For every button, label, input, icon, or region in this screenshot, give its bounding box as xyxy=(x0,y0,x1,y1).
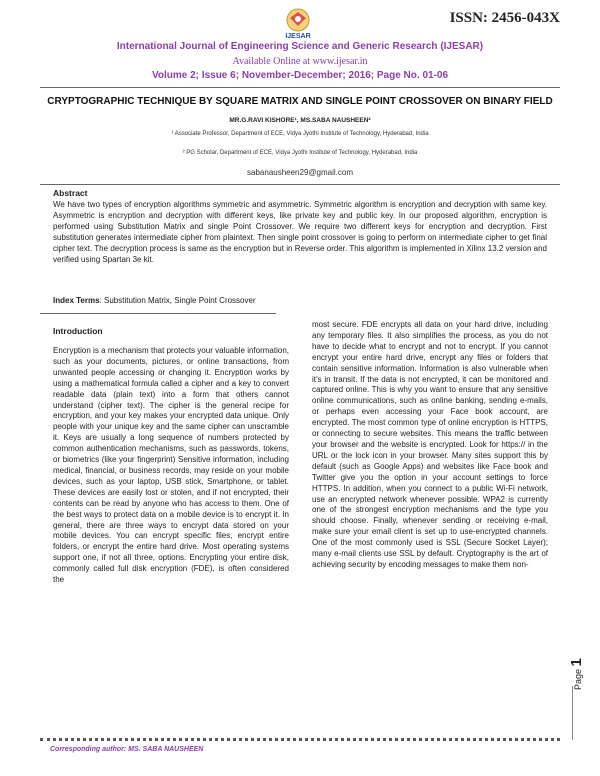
abstract-top-divider xyxy=(40,184,560,185)
affiliation-1: ¹ Associate Professor, Department of ECE, Vidya Jyothi Institute of Technology, Hyderabad, India xyxy=(171,131,429,137)
index-terms-value: : Substitution Matrix, Single Point Crossover xyxy=(99,296,256,305)
paper-title: CRYPTOGRAPHIC TECHNIQUE BY SQUARE MATRIX AND SINGLE POINT CROSSOVER ON BINARY FIELD xyxy=(47,96,553,107)
index-terms-label: Index Terms xyxy=(53,296,100,305)
online-url: Available Online at www.ijesar.in xyxy=(232,56,368,67)
header-divider xyxy=(40,87,560,88)
page-side-rule xyxy=(572,686,573,740)
intro-heading: Introduction xyxy=(53,326,103,336)
paper-authors: MR.G.RAVI KISHORE¹, MS.SABA NAUSHEEN² xyxy=(229,117,371,124)
intro-divider xyxy=(40,313,276,314)
logo-text: IJESAR xyxy=(285,33,311,40)
abstract-text: We have two types of encryption algorithms symmetric and asymmetric. Symmetric algorithm is encryption and decryption with same key. Asymmetric is encryption and decryption with different keys, like private key and public key. In our proposed algorithm, encryption is performed using Substitution Matrix and single Point Crossover. We require two different keys for encryption and decryption. First substitution generates intermediate cipher from plaintext. Then single point crossover is going to perform on intermediate cipher to get final cipher text. The decryption process is same as the encryption but in Reverse order. This algorithm is implemented in Xilinx 13.2 version and verified using Spartan 3e kit. xyxy=(53,200,547,264)
author-email: sabanausheen29@gmail.com xyxy=(247,168,353,177)
affiliation-2: ² PG Scholar, Department of ECE, Vidya Jyothi Institute of Technology, Hyderabad, India xyxy=(182,150,418,156)
footer-dotted-rule xyxy=(40,738,560,741)
journal-logo xyxy=(276,6,320,44)
index-terms xyxy=(53,296,547,305)
intro-left-column: Encryption is a mechanism that protects your valuable information, such as your documents, pictures, or online transactions, from unwanted people accessing or changing it. Encryption works by using a mathematical formula called a cipher and a key to convert readable data (plain text) into a form that others cannot understand (cipher text). The cipher is the general recipe for encryption, and your key makes your encrypted data unique. Only people with your unique key and the same cipher can unscramble it. Keys are usually a long sequence of numbers protected by common authentication mechanisms, such as passwords, tokens, or biometrics (like your fingerprint) Sensitive information, including medical, financial, or business records, may reside on your mobile devices, such as your laptop, USB stick, Smartphone, or tablet. These devices are easily lost or stolen, and if not encrypted, their contents can be read by anyone who has access to them. One of the best ways to protect data on a mobile device is to encrypt it. In general, there are three ways to encrypt data stored on your mobile devices. You can encrypt specific files, encrypt entire folders, or encrypt the entire hard drive. Most operating systems support one, if not all three, options. Encrypting your entire disk, commonly called full disk encryption (FDE), is often considered the xyxy=(53,346,289,585)
issn: ISSN: 2456-043X xyxy=(449,10,560,26)
volume-info: Volume 2; Issue 6; November-December; 2016; Page No. 01-06 xyxy=(151,70,449,81)
abstract-heading: Abstract xyxy=(53,188,88,198)
journal-name: International Journal of Engineering Science and Generic Research (IJESAR) xyxy=(116,41,484,52)
page-label: Page xyxy=(573,668,583,690)
corresponding-author: Corresponding author: MS. SABA NAUSHEEN xyxy=(50,746,204,753)
page-number xyxy=(568,658,585,690)
intro-right-column: most secure. FDE encrypts all data on your hard drive, including any temporary files. It also simplifies the process, as you do not have to decide what to encrypt and not to encrypt. If you cannot encrypt your entire hard drive, encrypt any files or folders that contain sensitive information. Information is also vulnerable when it’s in transit. If the data is not encrypted, it can be monitored and captured online. This is why you want to ensure that any sensitive online communications, such as online banking, sending e-mails, or perhaps even accessing your Face book account, are encrypted. The most common type of online encryption is HTTPS, or connecting to secure websites. This means the traffic between your browser and the website is encrypted. Look for https:// in the URL or the lock icon in your browser. Many sites support this by default (such as Google Apps) and websites like Face book and Twitter give you the option in your account settings to force HTTPS. In addition, when you connect to a public Wi-Fi network, use an encrypted network whenever possible. WPA2 is currently one of the strongest encryption mechanisms and the type you should choose. Finally, whenever sending or receiving e-mail, make sure your email client is set up to use-encrypted channels. One of the most commonly used is SSL (Secure Socket Layer); many e-mail clients use SSL by default. Cryptography is the art of achieving security by encoding messages to make them non- xyxy=(312,320,548,569)
page-number-value: 1 xyxy=(568,658,585,667)
